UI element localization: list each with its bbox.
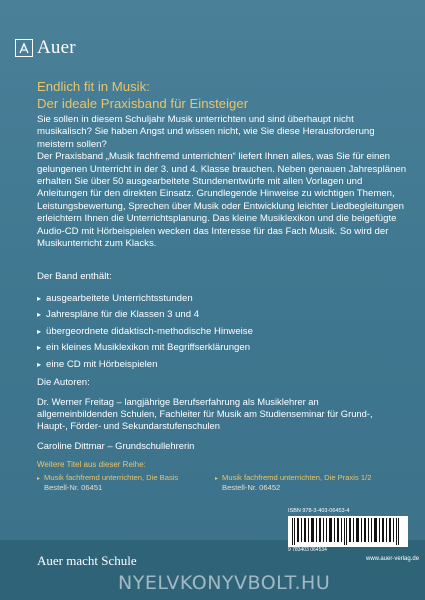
list-item: ▸ Jahrespläne für die Klassen 3 und 4 (37, 309, 200, 321)
isbn-label: ISBN 978-3-403-06453-4 (288, 508, 350, 514)
publisher-url[interactable]: www.auer-verlag.de (366, 556, 420, 562)
list-item: ▸ ein kleines Musiklexikon mit Begriffserklärungen (37, 342, 251, 354)
headline-line-2: Der ideale Praxisband für Einsteiger (37, 96, 249, 111)
author-1-name: Dr. Werner Freitag (37, 396, 114, 407)
list-item: ▸ eine CD mit Hörbeispielen (37, 358, 158, 370)
triangle-bullet-icon: ▸ (37, 293, 42, 303)
author-2 (37, 440, 194, 451)
headline-line-1: Endlich fit in Musik: (37, 79, 150, 94)
triangle-bullet-icon: ▸ (37, 476, 41, 482)
auer-emblem-icon (15, 39, 33, 57)
publisher-name: Auer (37, 37, 76, 58)
related-order-number: Bestell-Nr. 06451 (44, 483, 103, 492)
author-2-name: Caroline Dittmar (37, 440, 105, 451)
barcode-digits: 9 783403 064534 (288, 547, 327, 553)
author-1-bio: – langjährige Berufserfahrung als Musiklehrer an allgemeinbildenden Schulen, Fachleiter für Musik am Studienseminar für Grund-, Haupt-, Förder- und Sekundarstufenschulen (37, 396, 373, 432)
triangle-bullet-icon: ▸ (37, 310, 42, 320)
intro-text (37, 114, 407, 250)
watermark: NYELVKONYVBOLT.HU (118, 572, 331, 594)
related-order-number: Bestell-Nr. 06452 (222, 483, 281, 492)
author-1 (37, 396, 397, 433)
triangle-bullet-icon: ▸ (215, 476, 219, 482)
author-2-bio: – Grundschullehrerin (104, 440, 195, 451)
band-contents-list (37, 290, 397, 373)
related-titles-heading: Weitere Titel aus dieser Reihe: (37, 460, 146, 469)
intro-paragraph: Sie sollen in diesem Schuljahr Musik unterrichten und sind überhaupt nicht musikalisch? Sie haben Angst und wissen nicht, wie Sie diese Herausforderung meistern sollen? Der Praxisband „Musik fachfremd unterrichten“ liefert Ihnen alles, was Sie für einen gelungenen Unterricht in der 3. und 4. Klasse brauchen. Neben genauen Jahresplänen erhalten Sie über 50 ausgearbeitete Stundenentwürfe mit allen Vorlagen und Anleitungen für den direkten Einsatz. Grundlegende Hinweise zu wichtigen Themen, Leistungsbewertung, Sprechen über Musik oder Entwicklung leichter Liedbegleitungen erleichtern Ihnen die Unterrichtsplanung. Das kleine Musiklexikon und die beigefügte Audio-CD mit Hörbeispielen wecken das Interesse für das Fach Musik. So wird der Musikunterricht zum Klacks. (37, 114, 407, 250)
isbn-block (288, 508, 408, 554)
list-item: ▸ ausgearbeitete Unterrichtsstunden (37, 292, 193, 304)
authors-title: Die Autoren: (37, 377, 90, 388)
triangle-bullet-icon: ▸ (37, 359, 42, 369)
related-title-2 (215, 473, 395, 493)
triangle-bullet-icon: ▸ (37, 343, 42, 353)
related-title-name: Musik fachfremd unterrichten, Die Praxis 1/2 (222, 473, 372, 482)
publisher-slogan: Auer macht Schule (37, 553, 137, 568)
related-title-name: Musik fachfremd unterrichten, Die Basis (44, 473, 179, 482)
band-contents-title: Der Band enthält: (37, 271, 112, 282)
barcode-icon (288, 516, 408, 547)
publisher-logo (15, 37, 76, 59)
headline (37, 78, 397, 112)
related-title-1 (37, 473, 212, 493)
list-item: ▸ übergeordnete didaktisch-methodische Hinweise (37, 325, 253, 337)
triangle-bullet-icon: ▸ (37, 326, 42, 336)
